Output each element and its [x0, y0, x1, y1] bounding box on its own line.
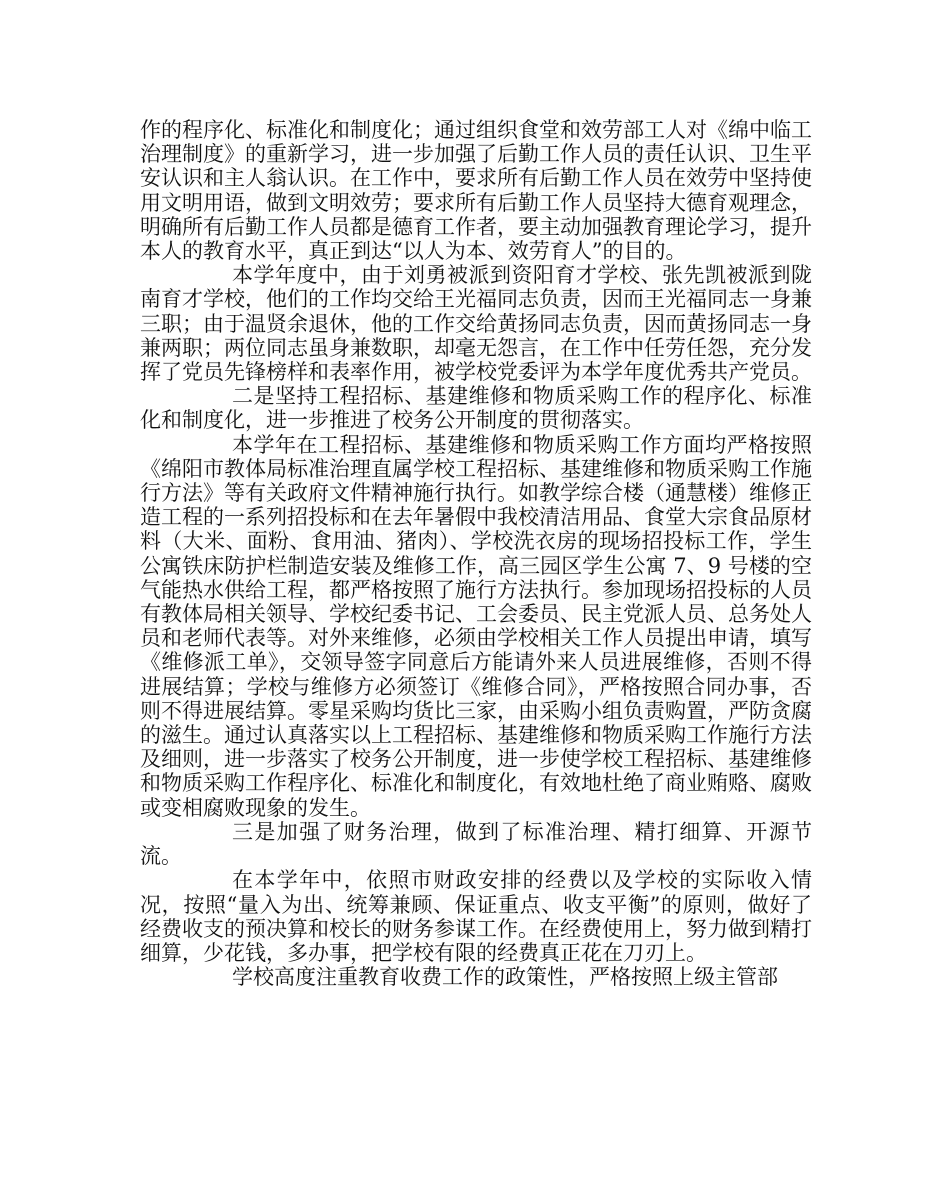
paragraph-tendering-details: 本学年在工程招标、基建维修和物质采购工作方面均严格按照《绵阳市教体局标准治理直属学校工程招标、基建维修和物质采购工作施行方法》等有关政府文件精神施行执行。如教学综合楼（通慧楼）维修正造工程的一系列招投标和在去年暑假中我校清洁用品、食堂大宗食品原材料（大米、面粉、食用油、猪肉）、学校洗衣房的现场招投标工作，学生公寓铁床防护栏制造安装及维修工作，高三园区学生公寓 7、9 号楼的空气能热水供给工程，都严格按照了施行方法执行。参加现场招投标的人员有教体局相关领导、学校纪委书记、工会委员、民主党派人员、总务处人员和老师代表等。对外来维修，必须由学校相关工作人员提出申请，填写《维修派工单》，交领导签字同意后方能请外来人员进展维修，否则不得进展结算；学校与维修方必须签订《维修合同》，严格按照合同办事，否则不得进展结算。零星采购均货比三家，由采购小组负责购置，严防贪腐的滋生。通过认真落实以上工程招标、基建维修和物质采购工作施行方法及细则，进一步落实了校务公开制度，进一步使学校工程招标、基建维修和物质采购工作程序化、标准化和制度化，有效地杜绝了商业贿赂、腐败或变相腐败现象的发生。: [140, 432, 812, 820]
paragraph-continuation: 作的程序化、标准化和制度化；通过组织食堂和效劳部工人对《绵中临工治理制度》的重新学习，进一步加强了后勤工作人员的责任认识、卫生平安认识和主人翁认识。在工作中，要求所有后勤工作人员在效劳中坚持使用文明用语，做到文明效劳；要求所有后勤工作人员坚持大德育观理念，明确所有后勤工作人员都是德育工作者，要主动加强教育理论学习，提升本人的教育水平，真正到达“以人为本、效劳育人”的目的。: [140, 118, 812, 264]
paragraph-staff-duties: 本学年度中，由于刘勇被派到资阳育才学校、张先凯被派到陇南育才学校，他们的工作均交给王光福同志负责，因而王光福同志一身兼三职；由于温贤余退休，他的工作交给黄扬同志负责，因而黄扬同志一身兼两职；两位同志虽身兼数职，却毫无怨言，在工作中任劳任怨，充分发挥了党员先锋榜样和表率作用，被学校党委评为本学年度优秀共产党员。: [140, 263, 812, 385]
paragraph-heading-finance: 三是加强了财务治理，做到了标准治理、精打细算、开源节流。: [140, 819, 812, 869]
paragraph-fees: 学校高度注重教育收费工作的政策性，严格按照上级主管部: [232, 965, 778, 990]
paragraph-heading-tendering: 二是坚持工程招标、基建维修和物质采购工作的程序化、标准化和制度化，进一步推进了校务公开制度的贯彻落实。: [140, 384, 812, 433]
paragraph-finance-details: 在本学年中，依照市财政安排的经费以及学校的实际收入情况，按照“量入为出、统筹兼顾、保证重点、收支平衡”的原则，做好了经费收支的预决算和校长的财务参谋工作。在经费使用上，努力做到精打细算，少花钱，多办事，把学校有限的经费真正花在刀刃上。: [140, 868, 812, 965]
document-body: [140, 118, 812, 989]
